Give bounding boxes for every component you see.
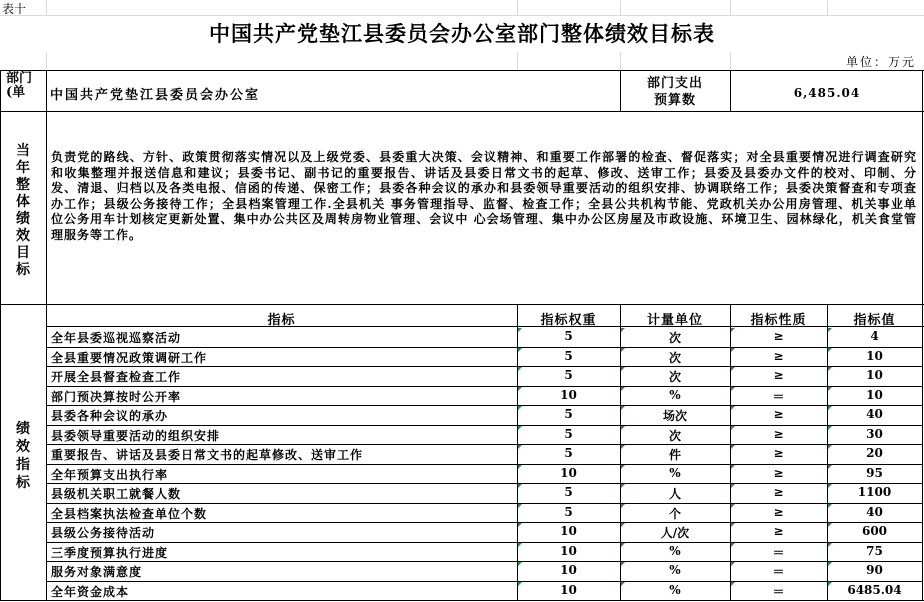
row-value: 10 <box>866 387 883 402</box>
row-value: 95 <box>866 465 883 480</box>
gridline <box>46 52 47 70</box>
row-nature: ≥ <box>773 465 784 480</box>
gridline <box>730 52 731 70</box>
header-nature: 指标性质 <box>750 313 807 328</box>
goal-label: 当年整体绩效目标 <box>16 143 30 278</box>
row-indicator-name: 重要报告、讲话及县委日常文书的起草修改、送审工作 <box>51 448 364 462</box>
cell-marker-icon <box>731 348 735 352</box>
cell-marker-icon <box>731 523 735 527</box>
cell-marker-icon <box>828 465 832 469</box>
row-divider <box>46 522 923 523</box>
cell-marker-icon <box>731 543 735 547</box>
cell-marker-icon <box>621 543 625 547</box>
row-nature: ≥ <box>773 329 784 343</box>
row-value: 75 <box>866 543 883 558</box>
row-value: 10 <box>866 348 883 363</box>
row-weight: 10 <box>560 543 577 558</box>
cell-marker-icon <box>518 367 522 371</box>
row-indicator-name: 县委领导重要活动的组织安排 <box>51 428 221 443</box>
sheet-tag: 表十 <box>2 2 27 16</box>
row-indicator-name: 全县档案执法检查单位个数 <box>51 506 208 521</box>
header-value: 指标值 <box>853 313 896 328</box>
row-nature: ≥ <box>773 348 784 363</box>
row-unit: % <box>669 465 681 480</box>
cell-marker-icon <box>828 328 832 332</box>
row-weight: 5 <box>564 368 573 382</box>
row-nature: ≥ <box>773 524 784 538</box>
row-nature: ＝ <box>772 545 785 560</box>
row-unit: 次 <box>668 428 681 443</box>
row-value: 40 <box>866 504 883 519</box>
row-weight: 10 <box>560 387 577 402</box>
row-indicator-name: 全年资金成本 <box>51 584 130 599</box>
row-nature: ≥ <box>773 368 784 382</box>
cell-marker-icon <box>518 484 522 488</box>
row-nature: ＝ <box>772 565 785 579</box>
cell-marker-icon <box>828 426 832 430</box>
goal-text: 负责党的路线、方针、政策贯彻落实情况以及上级党委、县委重大决策、会议精神、和重要工作部署的检查、督促落实；对全县重要情况进行调查研究和收集整理并报送信息和建议；县委书记、副书记的重要报告、讲话及县委日常文书的起草、修改、送审工作；县委及县委办文件的校对、印制、分发、清退、归档以及各类电报、信函的传递、保密工作；县委各种会议的承办和县委领导重要活动的组织安排、协调联络工作；县委决策督查和专项查办工作；县级公务接待工作；全县档案管理工作.全县机关 事务管理指导、监督、检查工作；全县公共机构节能、党政机关办公用房管理、机关事业单位公务用车计划核定更新处置、集中办公共区及周转房物业管理、会议中 心会场管理、集中办公区房屋及市政设施、环境卫生、园林绿化，机关食堂管理服务等工作。 <box>51 150 917 242</box>
cell-marker-icon <box>518 328 522 332</box>
budget-label: 部门支出 预算数 <box>646 76 703 108</box>
cell-marker-icon <box>731 367 735 371</box>
row-divider <box>46 483 923 484</box>
cell-marker-icon <box>518 445 522 449</box>
cell-marker-icon <box>518 465 522 469</box>
row-value: 1100 <box>857 485 892 499</box>
row-indicator-name: 县级公务接待活动 <box>51 526 156 540</box>
dept-name: 中国共产党垫江县委员会办公室 <box>50 88 261 103</box>
row-indicator-name: 县委各种会议的承办 <box>51 409 169 423</box>
cell-marker-icon <box>621 406 625 410</box>
table-border <box>0 70 1 601</box>
cell-marker-icon <box>621 504 625 508</box>
row-weight: 10 <box>560 563 577 577</box>
cell-marker-icon <box>828 504 832 508</box>
cell-marker-icon <box>621 484 625 488</box>
table-border <box>0 304 924 305</box>
cell-marker-icon <box>518 543 522 547</box>
row-value: 20 <box>866 446 883 460</box>
cell-marker-icon <box>518 348 522 352</box>
dept-label: 部门(单 <box>6 71 33 100</box>
cell-marker-icon <box>518 523 522 527</box>
cell-marker-icon <box>731 504 735 508</box>
gridline <box>517 52 518 70</box>
row-value: 10 <box>866 368 883 382</box>
cell-marker-icon <box>621 328 625 332</box>
row-value: 6485.04 <box>847 582 902 597</box>
row-weight: 5 <box>564 485 573 499</box>
row-indicator-name: 三季度预算执行进度 <box>51 545 169 560</box>
row-weight: 5 <box>564 329 573 343</box>
row-nature: ＝ <box>772 584 785 599</box>
cell-marker-icon <box>828 445 832 449</box>
cell-marker-icon <box>731 387 735 391</box>
row-indicator-name: 全年预算支出执行率 <box>51 467 169 482</box>
row-unit: % <box>669 387 681 402</box>
row-unit: 个 <box>668 506 681 521</box>
row-value: 90 <box>866 563 883 577</box>
header-weight: 指标权重 <box>540 313 597 328</box>
row-unit: 人 <box>668 487 681 501</box>
cell-marker-icon <box>731 465 735 469</box>
row-divider <box>46 444 923 445</box>
cell-marker-icon <box>518 426 522 430</box>
cell-marker-icon <box>621 387 625 391</box>
gridline <box>827 0 828 15</box>
gridline <box>620 0 621 15</box>
row-indicator-name: 部门预决算按时公开率 <box>51 389 182 404</box>
row-value: 30 <box>866 426 883 441</box>
cell-marker-icon <box>828 484 832 488</box>
gridline <box>620 52 621 70</box>
row-unit: 次 <box>668 370 681 384</box>
row-divider <box>46 561 923 562</box>
row-weight: 5 <box>564 446 573 460</box>
gridline <box>46 0 47 15</box>
header-indicator: 指标 <box>267 313 296 328</box>
cell-marker-icon <box>621 582 625 586</box>
row-unit: 场次 <box>662 409 687 423</box>
row-divider <box>46 600 923 601</box>
cell-marker-icon <box>828 562 832 566</box>
cell-marker-icon <box>828 348 832 352</box>
cell-marker-icon <box>731 426 735 430</box>
cell-marker-icon <box>621 562 625 566</box>
row-weight: 10 <box>560 465 577 480</box>
row-value: 600 <box>861 524 888 538</box>
perf-label: 绩效指标 <box>16 421 30 491</box>
cell-marker-icon <box>828 387 832 391</box>
row-divider <box>46 366 923 367</box>
row-unit: 件 <box>668 448 681 462</box>
row-indicator-name: 全年县委巡视巡察活动 <box>51 331 182 345</box>
cell-marker-icon <box>621 426 625 430</box>
cell-marker-icon <box>518 562 522 566</box>
row-nature: ＝ <box>772 389 785 404</box>
row-unit: % <box>669 563 681 577</box>
table-border <box>0 111 924 112</box>
row-indicator-name: 开展全县督查检查工作 <box>51 370 182 384</box>
cell-marker-icon <box>621 348 625 352</box>
row-nature: ≥ <box>773 446 784 460</box>
row-unit: 次 <box>668 331 681 345</box>
row-weight: 5 <box>564 504 573 519</box>
header-unit: 计量单位 <box>646 313 703 328</box>
cell-marker-icon <box>731 445 735 449</box>
row-nature: ≥ <box>773 426 784 441</box>
gridline <box>730 0 731 15</box>
row-unit: % <box>669 543 681 558</box>
cell-marker-icon <box>731 328 735 332</box>
row-indicator-name: 全县重要情况政策调研工作 <box>51 350 208 365</box>
cell-marker-icon <box>518 406 522 410</box>
cell-marker-icon <box>731 406 735 410</box>
row-unit: % <box>669 582 681 597</box>
cell-marker-icon <box>621 465 625 469</box>
row-indicator-name: 县级机关职工就餐人数 <box>51 487 182 501</box>
row-unit: 次 <box>668 350 681 365</box>
table-border <box>730 70 731 111</box>
gridline <box>0 15 924 16</box>
cell-marker-icon <box>731 484 735 488</box>
cell-marker-icon <box>828 367 832 371</box>
row-weight: 10 <box>560 582 577 597</box>
cell-marker-icon <box>731 562 735 566</box>
row-nature: ≥ <box>773 407 784 421</box>
row-indicator-name: 服务对象满意度 <box>51 565 143 579</box>
row-weight: 5 <box>564 407 573 421</box>
row-divider <box>46 405 923 406</box>
cell-marker-icon <box>828 523 832 527</box>
gridline <box>517 0 518 15</box>
cell-marker-icon <box>621 445 625 449</box>
row-nature: ≥ <box>773 485 784 499</box>
cell-marker-icon <box>518 504 522 508</box>
table-border <box>0 70 924 71</box>
cell-marker-icon <box>731 582 735 586</box>
cell-marker-icon <box>621 367 625 371</box>
row-weight: 10 <box>560 524 577 538</box>
cell-marker-icon <box>518 582 522 586</box>
cell-marker-icon <box>828 406 832 410</box>
unit-label: 单位：万元 <box>845 55 916 69</box>
cell-marker-icon <box>518 387 522 391</box>
cell-marker-icon <box>828 543 832 547</box>
row-unit: 人/次 <box>660 526 690 540</box>
row-value: 40 <box>866 407 883 421</box>
row-nature: ≥ <box>773 504 784 519</box>
row-weight: 5 <box>564 426 573 441</box>
row-weight: 5 <box>564 348 573 363</box>
page-title: 中国共产党垫江县委员会办公室部门整体绩效目标表 <box>209 22 715 46</box>
row-value: 4 <box>870 329 879 343</box>
budget-value: 6,485.04 <box>793 86 861 100</box>
cell-marker-icon <box>621 523 625 527</box>
cell-marker-icon <box>828 582 832 586</box>
